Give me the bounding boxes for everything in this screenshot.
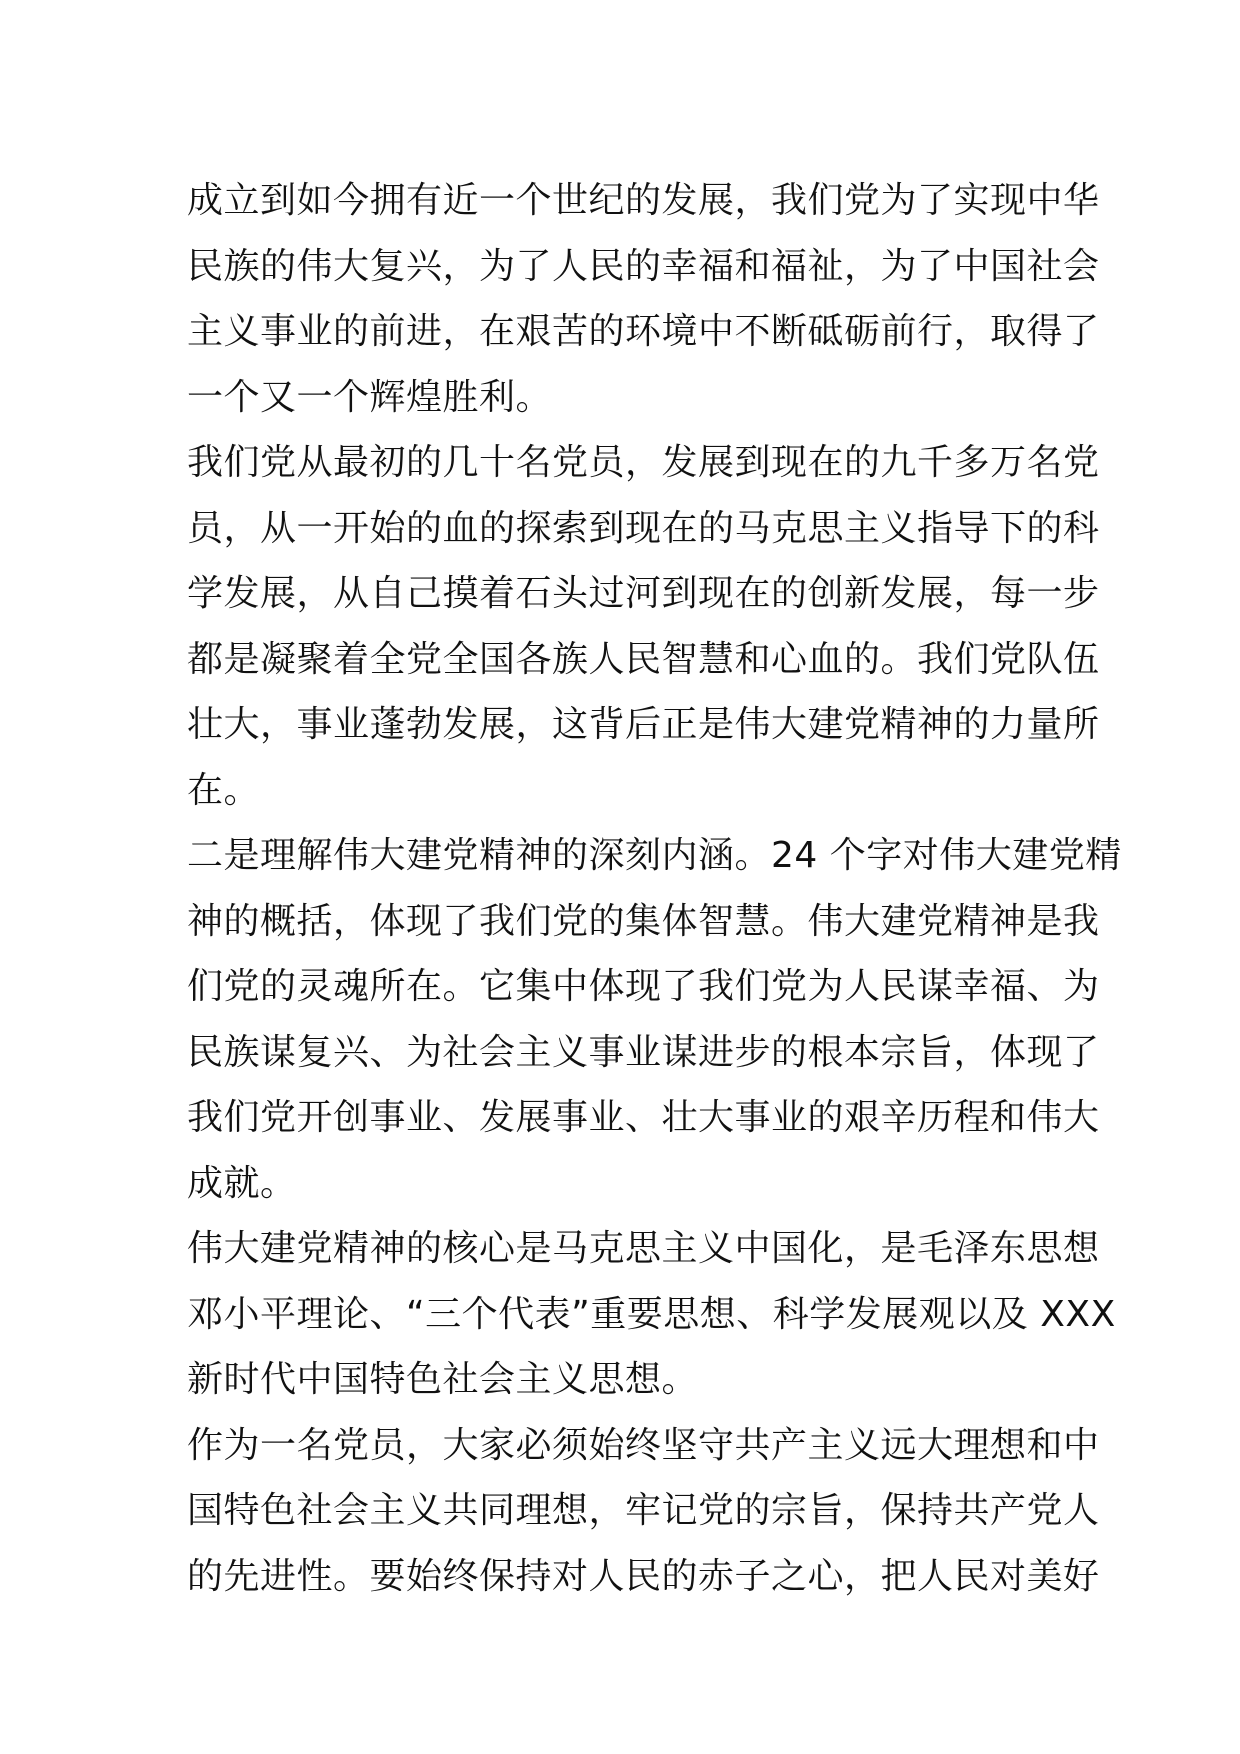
text-line: 都是凝聚着全党全国各族人民智慧和心血的。我们党队伍 [187,638,1100,680]
text-line: 新时代中国特色社会主义思想。 [187,1359,699,1400]
text-line: 二是理解伟大建党精神的深刻内涵。24 个字对伟大建党精 [187,835,1122,876]
text-line: 在。 [187,769,261,811]
text-line: 我们党开创事业、发展事业、壮大事业的艰辛历程和伟大 [187,1097,1100,1138]
text-line: 国特色社会主义共同理想，牢记党的宗旨，保持共产党人 [187,1490,1100,1531]
text-line: 学发展，从自己摸着石头过河到现在的创新发展，每一步 [187,573,1100,614]
text-line: 的先进性。要始终保持对人民的赤子之心，把人民对美好 [187,1555,1100,1597]
text-line: 成就。 [187,1162,297,1204]
body-text [187,168,1122,1609]
text-line: 成立到如今拥有近一个世纪的发展，我们党为了实现中华 [187,180,1100,221]
text-line: 伟大建党精神的核心是马克思主义中国化，是毛泽东思想 [187,1228,1100,1269]
text-line: 我们党从最初的几十名党员，发展到现在的九千多万名党 [187,442,1100,483]
text-line: 神的概括，体现了我们党的集体智慧。伟大建党精神是我 [187,900,1100,942]
text-line: 主义事业的前进，在艰苦的环境中不断砥砺前行，取得了 [187,311,1100,352]
text-line: 民族谋复兴、为社会主义事业谋进步的根本宗旨，体现了 [187,1031,1100,1073]
text-line: 员，从一开始的血的探索到现在的马克思主义指导下的科 [187,507,1100,549]
text-line: 民族的伟大复兴，为了人民的幸福和福祉，为了中国社会 [187,245,1100,287]
text-line: 作为一名党员，大家必须始终坚守共产主义远大理想和中 [187,1424,1100,1466]
text-line: 一个又一个辉煌胜利。 [187,376,553,418]
text-line: 们党的灵魂所在。它集中体现了我们党为人民谋幸福、为 [187,966,1100,1007]
text-line: 邓小平理论、“三个代表”重要思想、科学发展观以及 XXX [187,1293,1116,1335]
text-line: 壮大，事业蓬勃发展，这背后正是伟大建党精神的力量所 [187,704,1100,745]
